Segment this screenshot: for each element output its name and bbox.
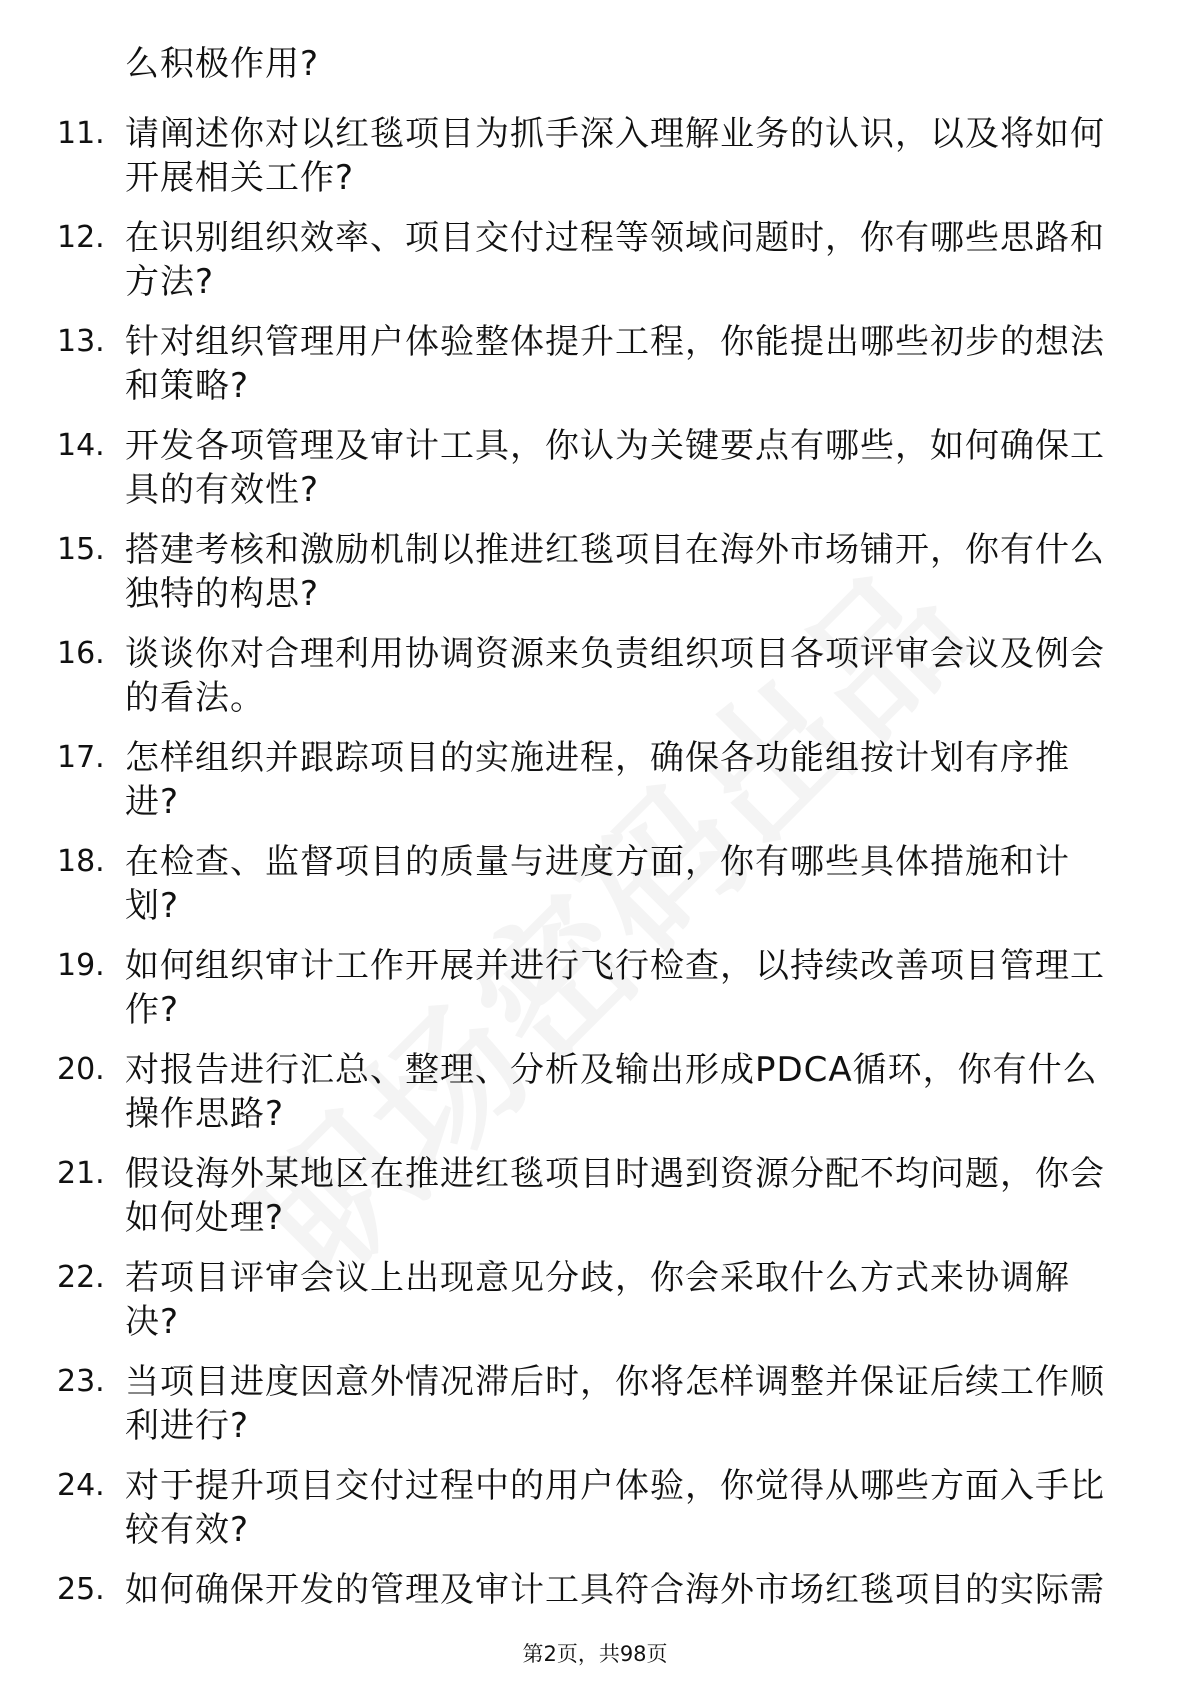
question-number: 12.	[57, 220, 105, 255]
question-list	[0, 42, 1190, 1628]
list-item-17	[0, 736, 1115, 824]
question-number: 14.	[57, 428, 105, 463]
list-item-24	[0, 1464, 1115, 1552]
list-item-22	[0, 1256, 1115, 1344]
question-text: 对报告进行汇总、整理、分析及输出形成PDCA循环，你有什么操作思路?	[125, 1050, 1098, 1134]
question-text: 在识别组织效率、项目交付过程等领域问题时，你有哪些思路和方法?	[125, 218, 1105, 302]
question-text: 假设海外某地区在推进红毯项目时遇到资源分配不均问题，你会如何处理?	[125, 1154, 1105, 1238]
question-text: 谈谈你对合理利用协调资源来负责组织项目各项评审会议及例会的看法。	[125, 634, 1105, 718]
question-number: 19.	[57, 948, 105, 983]
list-item-13	[0, 320, 1115, 408]
question-number: 15.	[57, 532, 105, 567]
list-item-15	[0, 528, 1115, 616]
question-text: 请阐述你对以红毯项目为抓手深入理解业务的认识，以及将如何开展相关工作?	[125, 114, 1105, 198]
continued-text: 么积极作用?	[125, 44, 320, 84]
list-item-23	[0, 1360, 1115, 1448]
list-item-18	[0, 840, 1115, 928]
question-number: 25.	[57, 1572, 105, 1607]
question-number: 21.	[57, 1156, 105, 1191]
question-number: 13.	[57, 324, 105, 359]
list-item-11	[0, 112, 1115, 200]
question-number: 18.	[57, 844, 105, 879]
list-item-14	[0, 424, 1115, 512]
list-item-continued	[0, 42, 1115, 86]
question-text: 如何确保开发的管理及审计工具符合海外市场红毯项目的实际需	[125, 1570, 1105, 1610]
question-text: 开发各项管理及审计工具，你认为关键要点有哪些，如何确保工具的有效性?	[125, 426, 1105, 510]
list-item-25	[0, 1568, 1115, 1612]
question-text: 当项目进度因意外情况滞后时，你将怎样调整并保证后续工作顺利进行?	[125, 1362, 1105, 1446]
list-item-12	[0, 216, 1115, 304]
question-number: 23.	[57, 1364, 105, 1399]
question-number: 16.	[57, 636, 105, 671]
question-text: 怎样组织并跟踪项目的实施进程，确保各功能组按计划有序推进?	[125, 738, 1070, 822]
question-text: 对于提升项目交付过程中的用户体验，你觉得从哪些方面入手比较有效?	[125, 1466, 1105, 1550]
list-item-19	[0, 944, 1115, 1032]
question-text: 如何组织审计工作开展并进行飞行检查，以持续改善项目管理工作?	[125, 946, 1105, 1030]
list-item-20	[0, 1048, 1115, 1136]
question-text: 针对组织管理用户体验整体提升工程，你能提出哪些初步的想法和策略?	[125, 322, 1105, 406]
question-number: 24.	[57, 1468, 105, 1503]
question-number: 20.	[57, 1052, 105, 1087]
list-item-16	[0, 632, 1115, 720]
question-text: 若项目评审会议上出现意见分歧，你会采取什么方式来协调解决?	[125, 1258, 1070, 1342]
question-number: 17.	[57, 740, 105, 775]
question-number: 11.	[57, 116, 105, 151]
question-text: 在检查、监督项目的质量与进度方面，你有哪些具体措施和计划?	[125, 842, 1070, 926]
list-item-21	[0, 1152, 1115, 1240]
question-number: 22.	[57, 1260, 105, 1295]
page-footer: 第2页，共98页	[522, 1642, 668, 1666]
question-text: 搭建考核和激励机制以推进红毯项目在海外市场铺开，你有什么独特的构思?	[125, 530, 1105, 614]
